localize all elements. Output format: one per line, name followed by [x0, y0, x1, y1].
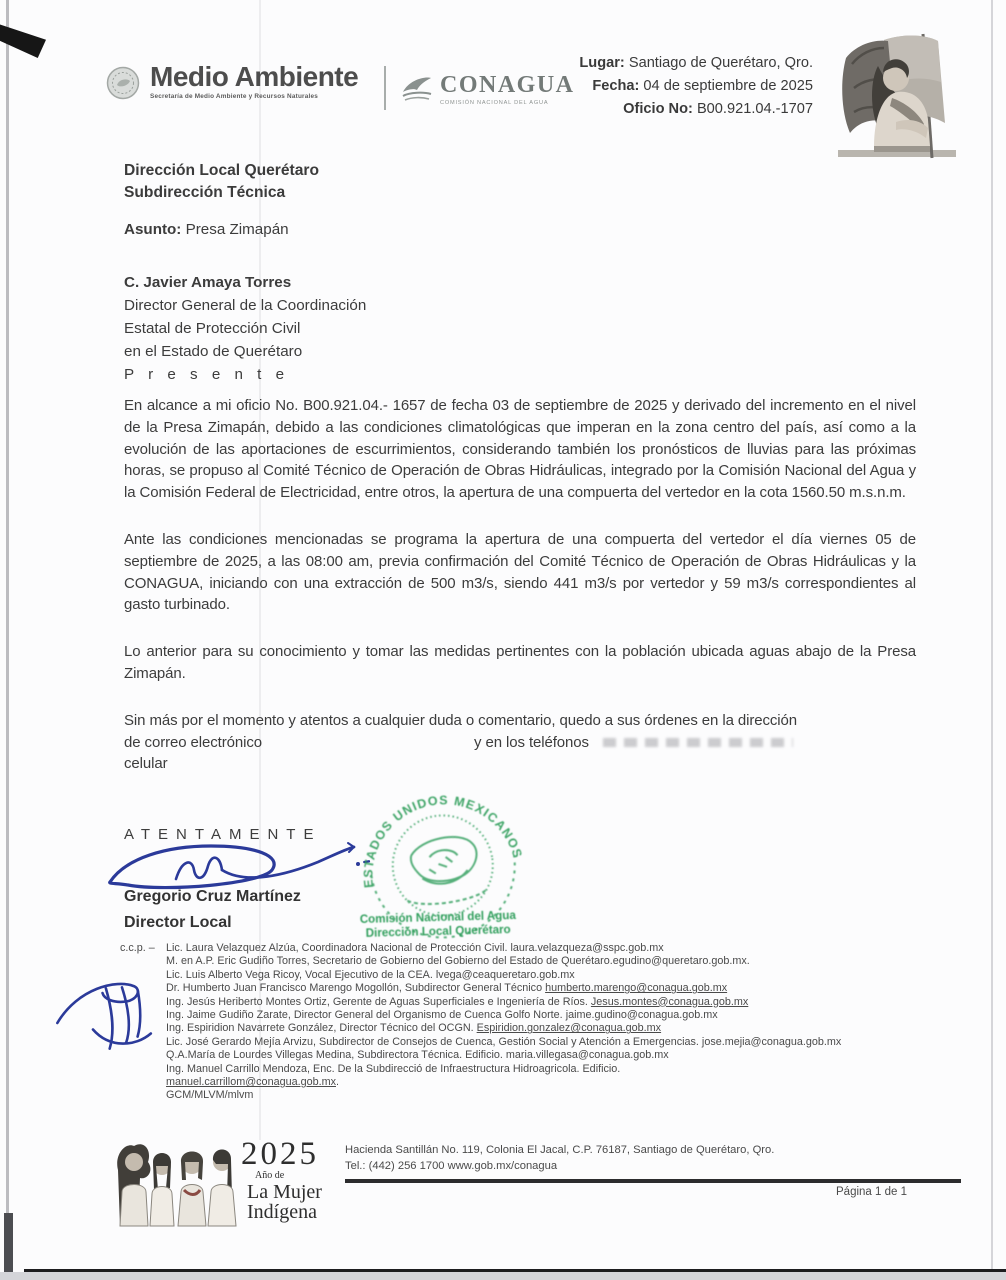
- ccp-line-text: Lic. José Gerardo Mejía Arvizu, Subdirector de Consejos de Cuenca, Gestión Social y Atención a Emergencias.: [166, 1035, 702, 1048]
- conagua-swoosh-icon: [400, 72, 434, 104]
- ccp-line: [166, 1076, 920, 1089]
- scan-bottom-shadow: [0, 1272, 1006, 1280]
- footer-address-line1: Hacienda Santillán No. 119, Colonia El Jacal, C.P. 76187, Santiago de Querétaro, Qro.: [345, 1144, 775, 1156]
- flag-woman-illustration: [826, 28, 978, 170]
- women-indigena-illustration: [110, 1136, 242, 1230]
- conagua-subtitle: COMISIÓN NACIONAL DEL AGUA: [440, 100, 549, 106]
- meta-fecha-value: 04 de septiembre de 2025: [643, 78, 813, 94]
- ccp-line-text: Ing. Jaime Gudiño Zarate, Director General del Organismo de Cuenca Golfo Norte.: [166, 1009, 566, 1022]
- ccp-line-email: manuel.carrillom@conagua.gob.mx: [166, 1076, 336, 1089]
- ccp-line-text: Ing. Manuel Carrillo Mendoza, Enc. De la Subdirecció de Infraestructura Hidroagricola. Edificio.: [166, 1062, 621, 1075]
- svg-text:ESTADOS UNIDOS MEXICANOS: [350, 783, 526, 890]
- ccp-line-post: .: [746, 955, 750, 968]
- campaign-line1: La Mujer: [247, 1181, 322, 1203]
- recipient-name: C. Javier Amaya Torres: [124, 274, 292, 291]
- ccp-line-text: Ing. Espiridion Navarrete González, Director Técnico del OCGN.: [166, 1022, 477, 1035]
- office-line2: Subdirección Técnica: [124, 184, 286, 201]
- ccp-line: [166, 1063, 920, 1076]
- letter-body: [124, 395, 916, 775]
- subject-value: Presa Zimapán: [185, 221, 289, 238]
- paragraph-2: Ante las condiciones mencionadas se programa la apertura de una compuerta del vertedor el día viernes 05 de septiembre de 2025, a las 08:00 am, previa confirmación del Comité Técnico de Operación de Obras Hidráulicas y la CONAGUA, iniciando con una extracción de 500 m3/s, siendo 441 m3/s por vertedor y 59 m3/s correspondientes al gasto turbinado.: [124, 530, 916, 614]
- semarnat-logo: [106, 62, 358, 100]
- ccp-line-text: Lic. Luis Alberto Vega Ricoy, Vocal Ejecutivo de la CEA.: [166, 968, 436, 981]
- meta-lugar: [535, 52, 813, 75]
- ccp-label: c.c.p. –: [120, 942, 155, 954]
- semarnat-subtitle: Secretaría de Medio Ambiente y Recursos Naturales: [150, 93, 318, 100]
- stamp-caption-line2: Dirección Local Querétaro: [365, 922, 511, 940]
- meta-fecha-label: Fecha:: [592, 78, 640, 94]
- ccp-list: [120, 942, 920, 1103]
- ccp-line-text: Dr. Humberto Juan Francisco Marengo Mogollón, Subdirector General Técnico: [166, 982, 546, 995]
- atentamente-line: ATENTAMENTE: [124, 826, 322, 843]
- footer-rule: [345, 1179, 961, 1183]
- semarnat-title: Medio Ambiente: [150, 61, 359, 92]
- ccp-line: [166, 1009, 920, 1022]
- subject-label: Asunto:: [124, 221, 182, 238]
- ccp-line-text: Lic. Laura Velazquez Alzúa, Coordinadora Nacional de Protección Civil.: [166, 942, 511, 954]
- scan-edge-left-dark: [4, 1213, 13, 1280]
- scan-edge-left: [6, 0, 9, 1280]
- recipient-role2: Estatal de Protección Civil: [124, 320, 301, 337]
- ccp-line: [166, 942, 920, 955]
- office-block: [124, 160, 319, 204]
- footer-address: [345, 1142, 845, 1174]
- ccp-line-email: jaime.gudino@conagua.gob.mx: [565, 1009, 718, 1022]
- letter-meta: [535, 52, 813, 121]
- ccp-line: [166, 1036, 920, 1049]
- stamp-caption: [318, 908, 559, 941]
- signer-name: Gregorio Cruz Martínez: [124, 888, 301, 905]
- ccp-line-email: lvega@ceaqueretaro.gob.mx: [435, 968, 575, 981]
- ccp-line-text: Ing. Jesús Heriberto Montes Ortiz, Gerente de Aguas Superficiales e Ingeniería de Ríos.: [166, 995, 591, 1008]
- ccp-line-email: humberto.marengo@conagua.gob.mx: [545, 982, 728, 995]
- office-line1: Dirección Local Querétaro: [124, 162, 319, 179]
- semarnat-wordmark: [150, 62, 358, 100]
- stamp-caption-line1: Comisión Nacional del Agua: [359, 908, 517, 927]
- recipient-role3: en el Estado de Querétaro: [124, 343, 303, 360]
- recipient-role1: Director General de la Coordinación: [124, 297, 367, 314]
- signer-title: Director Local: [124, 914, 232, 931]
- campaign-year: 2025: [241, 1136, 319, 1172]
- subject-line: [124, 221, 289, 238]
- meta-fecha: [535, 75, 813, 98]
- stamp-arc-text: ESTADOS UNIDOS MEXICANOS: [361, 793, 525, 889]
- ccp-line: [166, 955, 920, 968]
- ccp-line: [166, 1089, 920, 1102]
- ccp-line-email: maria.villegasa@conagua.gob.mx: [505, 1049, 669, 1062]
- ccp-line-email: egudino@queretaro.gob.mx: [612, 955, 747, 968]
- ccp-line: [166, 1049, 920, 1062]
- meta-lugar-value: Santiago de Querétaro, Qro.: [628, 55, 813, 71]
- ccp-line-email: Jesus.montes@conagua.gob.mx: [590, 995, 749, 1008]
- conagua-title: CONAGUA: [440, 72, 575, 98]
- ccp-line: [166, 969, 920, 982]
- page-number: Página 1 de 1: [836, 1186, 907, 1198]
- meta-oficio-value: B00.921.04.-1707: [696, 101, 813, 117]
- logo-divider: [384, 66, 386, 110]
- ccp-line-email: laura.velazqueza@sspc.gob.mx: [510, 942, 664, 954]
- closing-celular-label: celular: [124, 755, 168, 773]
- eagle-seal-icon: [106, 66, 140, 100]
- ccp-line-email: jose.mejia@conagua.gob.mx: [701, 1035, 842, 1048]
- ccp-line-text: GCM/MLVM/mlvm: [166, 1089, 254, 1102]
- footer-address-line2: Tel.: (442) 256 1700 www.gob.mx/conagua: [345, 1160, 558, 1172]
- ccp-line-email: Espiridion.gonzalez@conagua.gob.mx: [476, 1022, 662, 1035]
- paragraph-3: Lo anterior para su conocimiento y tomar las medidas pertinentes con la población ubicada aguas abajo de la Presa Zimapán.: [124, 643, 916, 682]
- scan-edge-right: [991, 0, 993, 1280]
- ccp-line-text: M. en A.P. Eric Gudiño Torres, Secretario de Gobierno del Gobierno del Estado de Querétaro.: [166, 955, 613, 968]
- meta-lugar-label: Lugar:: [579, 55, 625, 71]
- campaign-line2: Indígena: [247, 1201, 317, 1223]
- ccp-line: [166, 982, 920, 995]
- year-campaign-logo: [241, 1138, 361, 1222]
- recipient-block: [124, 271, 366, 386]
- ccp-line-text: Q.A.María de Lourdes Villegas Medina, Subdirectora Técnica. Edificio.: [166, 1049, 506, 1062]
- recipient-presente: P r e s e n t e: [124, 366, 290, 383]
- campaign-year-sub: Año de: [255, 1170, 285, 1181]
- meta-oficio-label: Oficio No:: [623, 101, 693, 117]
- closing-email-label: de correo electrónico: [124, 733, 262, 751]
- ccp-line: [166, 1022, 920, 1035]
- ccp-line-post: .: [336, 1076, 339, 1089]
- redacted-phones-smudge: [603, 738, 793, 747]
- closing-phones-label: y en los teléfonos: [473, 733, 589, 751]
- meta-oficio: [535, 98, 813, 121]
- ccp-line: [166, 996, 920, 1009]
- paragraph-1: En alcance a mi oficio No. B00.921.04.- 1657 de fecha 03 de septiembre de 2025 y derivado del incremento en el nivel de la Presa Zimapán, debido a las condiciones climatológicas que imperan en la zona centro del país, así como a la evolución de las aportaciones de escurrimientos, considerando también los pronósticos de lluvias para las próximas horas, se propuso al Comité Técnico de Operación de Obras Hidráulicas, integrado por la Comisión Nacional del Agua y la Comisión Federal de Electricidad, entre otros, la apertura de una compuerta del vertedor en la cota 1560.50 m.s.n.m.: [124, 397, 916, 502]
- closing-line1: Sin más por el momento y atentos a cualquier duda o comentario, quedo a sus órdenes en la dirección: [124, 711, 798, 729]
- signer-block: [124, 884, 301, 936]
